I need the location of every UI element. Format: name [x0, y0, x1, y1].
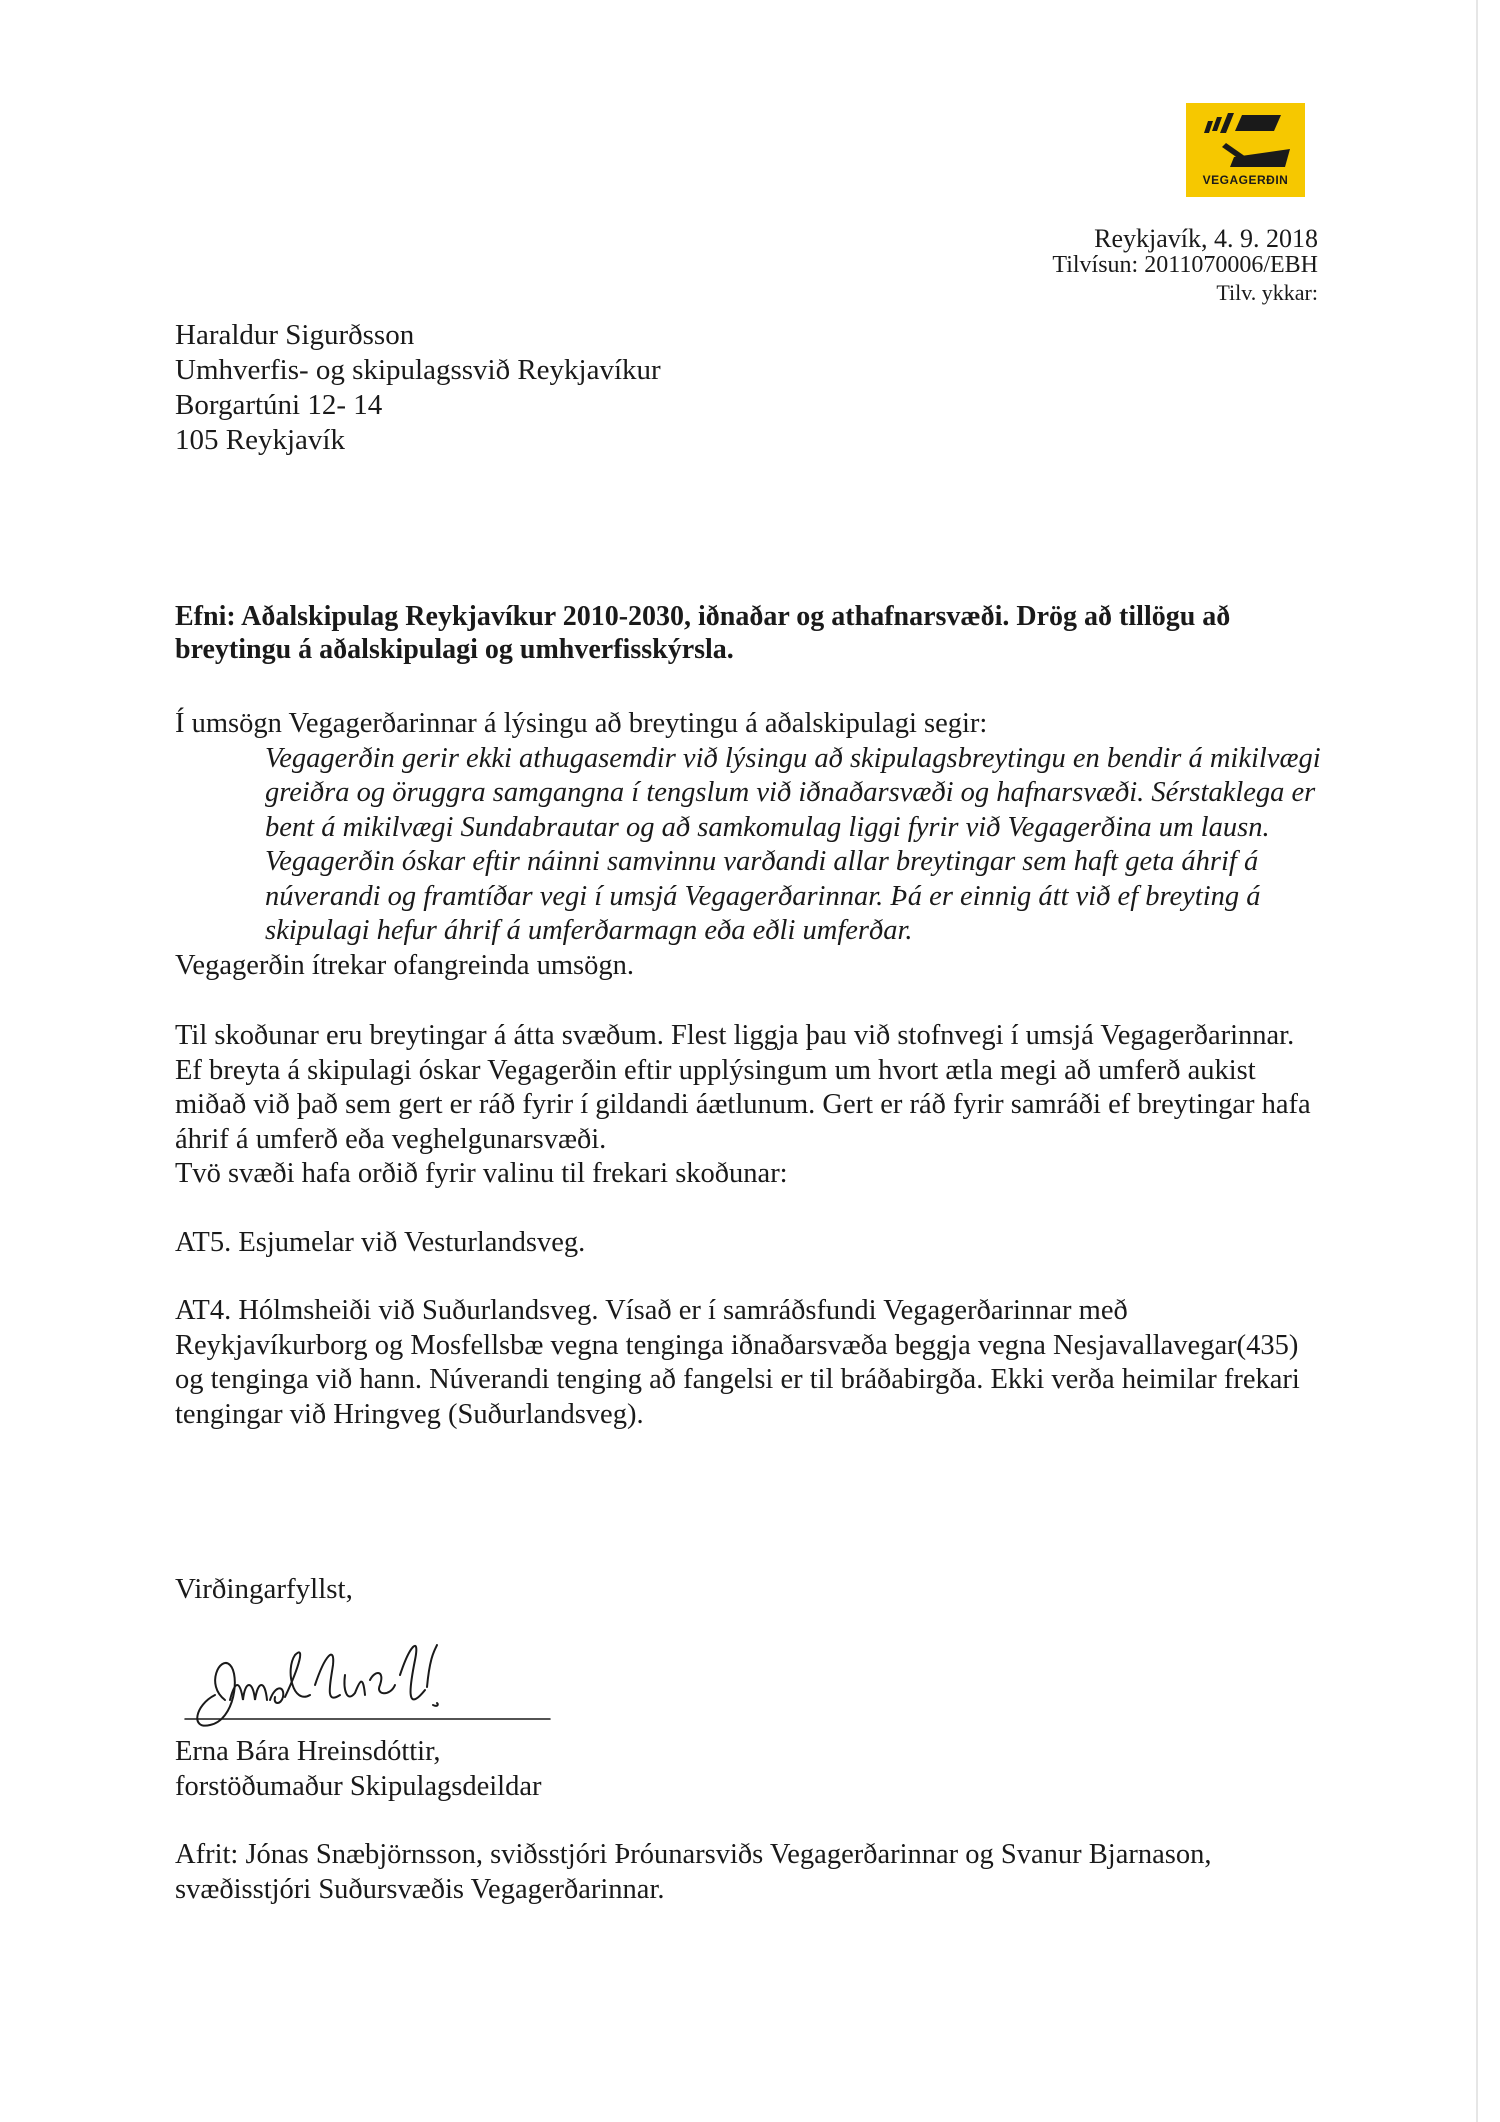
- quoted-statement: Vegagerðin gerir ekki athugasemdir við lýsingu að skipulagsbreytingu en bendir á mikilvægi greiðra og öruggra samgangna í tengslum við iðnaðarsvæði og hafnarsvæði. Sérstaklega er bent á mikilvægi Sundabrautar og að samkomulag liggi fyrir við Vegagerðina um lausn. Vegagerðin óskar eftir náinni samvinnu varðandi allar breytingar sem haft geta áhrif á núverandi og framtíðar vegi í umsjá Vegagerðarinnar. Þá er einnig átt við ef breyting á skipulagi hefur áhrif á umferðarmagn eða eðli umferðar.: [265, 742, 1321, 946]
- recipient-name: Haraldur Sigurðsson: [175, 319, 415, 351]
- selected-areas-line: Tvö svæði hafa orðið fyrir valinu til frekari skoðunar:: [175, 1158, 788, 1189]
- at5-item: AT5. Esjumelar við Vesturlandsveg.: [175, 1226, 586, 1258]
- page-edge: [1476, 0, 1478, 2122]
- recipient-department: Umhverfis- og skipulagssvið Reykjavíkur: [175, 354, 661, 386]
- closing-salutation: Virðingarfyllst,: [175, 1573, 353, 1605]
- copy-recipients: Afrit: Jónas Snæbjörnsson, sviðsstjóri Þróunarsviðs Vegagerðarinnar og Svanur Bjarnason, svæðisstjóri Suðursvæðis Vegagerðarinnar.: [175, 1839, 1212, 1905]
- your-reference: Tilv. ykkar:: [1216, 280, 1318, 305]
- recipient-address: [175, 318, 661, 458]
- signer-title: forstöðumaður Skipulagsdeildar: [175, 1771, 542, 1802]
- reiteration-line: Vegagerðin ítrekar ofangreinda umsögn.: [175, 949, 635, 981]
- signer-name: Erna Bára Hreinsdóttir,: [175, 1736, 441, 1767]
- recipient-city: 105 Reykjavík: [175, 424, 345, 456]
- reference-number: Tilvísun: 2011070006/EBH: [1052, 252, 1318, 278]
- letter-date: Reykjavík, 4. 9. 2018: [1094, 224, 1318, 253]
- vegagerdin-logo: [1186, 103, 1305, 197]
- letter-meta: [1052, 225, 1318, 306]
- subject-line: Efni: Aðalskipulag Reykjavíkur 2010-2030, iðnaðar og athafnarsvæði. Drög að tillögu að breytingu á aðalskipulagi og umhverfisskýrsla.: [175, 601, 1231, 665]
- letter-body: [175, 707, 1325, 1432]
- logo-text: VEGAGERÐIN: [1202, 173, 1289, 187]
- recipient-street: Borgartúni 12- 14: [175, 389, 383, 421]
- intro-paragraph: Í umsögn Vegagerðarinnar á lýsingu að breytingu á aðalskipulagi segir:: [175, 708, 988, 739]
- changes-paragraph: Til skoðunar eru breytingar á átta svæðum. Flest liggja þau við stofnvegi í umsjá Vegagerðarinnar. Ef breyta á skipulagi óskar Vegagerðin eftir upplýsingum um hvort ætla megi að umferð aukist miðað við það sem gert er ráð fyrir í gildandi áætlunum. Gert er ráð fyrir samráði ef breytingar hafa áhrif á umferð eða veghelgunarsvæði.: [175, 1020, 1311, 1155]
- signer-block: [175, 1734, 541, 1804]
- at4-item: AT4. Hólmsheiði við Suðurlandsveg. Vísað er í samráðsfundi Vegagerðarinnar með Reykjavíkurborg og Mosfellsbæ vegna tenginga iðnaðarsvæða beggja vegna Nesjavallavegar(435) og tenginga við hann. Núverandi tenging að fangelsi er til bráðabirgða. Ekki verða heimilar frekari tengingar við Hringveg (Suðurlandsveg).: [175, 1295, 1300, 1430]
- handwritten-signature: [175, 1625, 555, 1740]
